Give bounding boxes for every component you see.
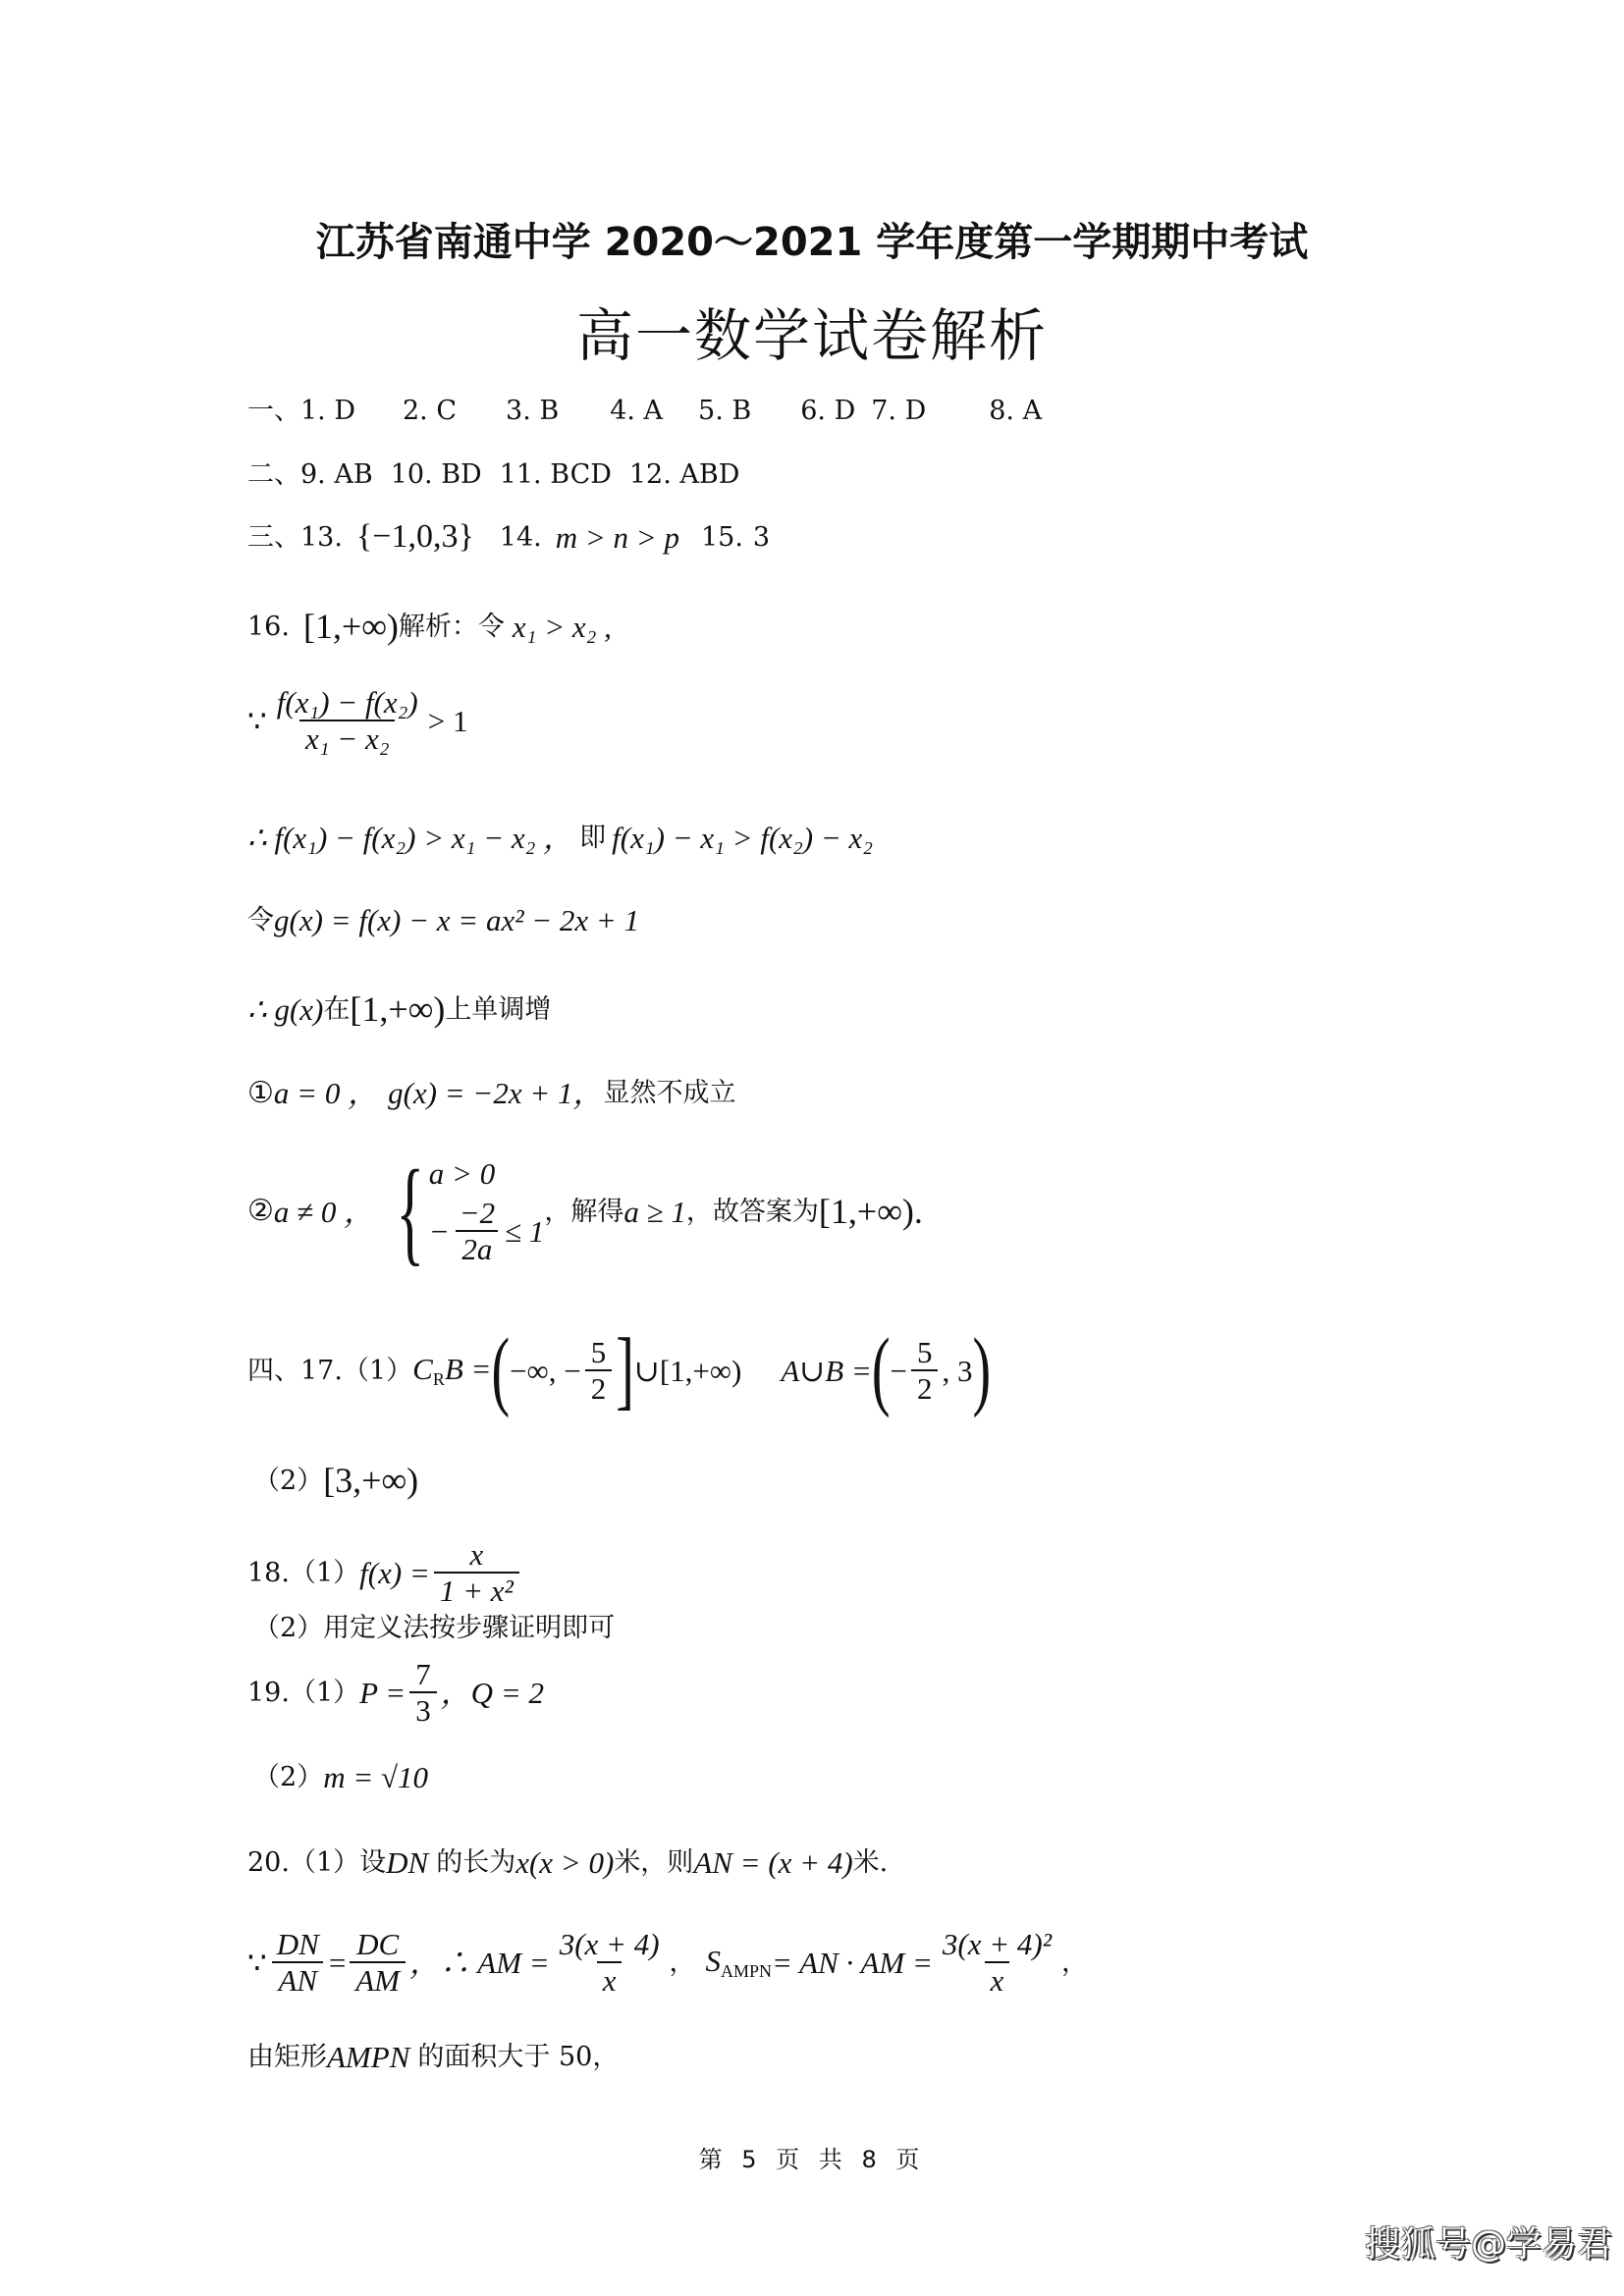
q17-number: 17. [300,1355,343,1386]
q19-part1 [247,1659,544,1726]
b-equals: B = [444,1351,492,1386]
fraction-numerator: 7 [415,1657,431,1691]
q20-text-3: 米. [852,1847,889,1878]
q18-part1-label: （1） [289,1557,360,1588]
q16-case1-conclusion: 显然不成立 [603,1078,736,1108]
q16-answer: [1,+∞) [302,607,399,646]
q20-area-expr: = AN · AM = [772,1945,933,1980]
q17-part2 [253,1463,418,1498]
answer-7: 7. D [871,396,927,426]
fraction-numerator: 3(x + 4) [559,1927,660,1961]
q16-final-answer: [1,+∞). [818,1192,923,1231]
section-4-label: 四、 [247,1355,300,1386]
q16-fraction [271,687,424,754]
answer-5: 5. B [698,396,752,426]
fraction-numerator: x [469,1537,484,1572]
q13-answer: {−1,0,3} [355,518,474,555]
comma: ， [669,1947,696,1978]
s-symbol: S [705,1943,722,1978]
q16-number: 16. [247,611,290,642]
answer-11: 11. BCD [499,459,612,490]
q19-part1-label: （1） [289,1677,360,1708]
left-brace-icon: { [396,1146,425,1276]
q17-part1-label: （1） [342,1355,413,1386]
section-3-label: 三、 [247,521,300,553]
exam-title: 江苏省南通中学 2020～2021 学年度第一学期期中考试 [315,220,1309,265]
q16-g-definition: g(x) = f(x) − x = ax² − 2x + 1 [274,903,640,937]
answer-6: 6. D [800,396,856,426]
q19-part2 [253,1762,428,1792]
fraction-denominator: x [597,1961,623,1996]
q20-ampn: AMPN [327,2040,410,2074]
q13-number: 13. [300,521,343,553]
union-val-b: , 3 [942,1353,973,1388]
q15-answer: 3 [752,521,771,553]
q16-step4-in: 在 [323,993,351,1025]
q16-case2-solve: ，解得 [544,1196,624,1227]
union-val-a: − [890,1353,907,1388]
complement-val-a: −∞, − [510,1353,581,1388]
q16-step1 [247,687,467,754]
q20-dn: DN [386,1845,429,1880]
section-1-label: 一、 [247,396,300,426]
q16-step4-text: 上单调增 [445,993,552,1025]
because-symbol: ∵ [247,703,267,738]
q14-answer: m > n > p [555,519,679,555]
answer-10: 10. BD [390,459,482,490]
q20-number: 20. [247,1847,290,1878]
answer-4: 4. A [610,396,664,426]
area-symbol [705,1943,773,1981]
q15-number: 15. [700,521,743,553]
q16-case1 [247,1075,736,1110]
q17-part2-label: （2） [253,1465,324,1496]
right-paren-icon: ) [972,1321,992,1419]
exam-subtitle: 高一数学试卷解析 [575,304,1048,368]
complement-val-b: ∪[1,+∞) [633,1353,742,1388]
fraction-denominator: 3 [409,1691,437,1726]
q16-case2-answer-text: ，故答案为 [685,1196,819,1227]
q16-intro: 解析：令 [398,611,505,642]
fraction-denominator: 1 + x² [434,1572,519,1606]
system-row-1: a > 0 [428,1156,496,1191]
equals-sign: = [328,1945,347,1980]
fraction-numerator: 3(x + 4)² [942,1927,1052,1961]
fraction-numerator: f(x₁) − f(x₂) [276,685,418,720]
q20-last-text-c: 的面积大于 50， [417,2042,620,2072]
left-paren-icon: ( [491,1321,511,1419]
section-3-answers [247,520,770,554]
q16-header [247,609,612,644]
minus-sign: − [428,1213,450,1249]
q18-number: 18. [247,1557,290,1588]
q19-part2-answer: m = √10 [323,1760,429,1794]
fraction-numerator: DC [356,1927,400,1961]
q19-part2-label: （2） [253,1762,324,1792]
left-paren-icon: ( [871,1321,891,1419]
q20-derivation [247,1929,1088,1996]
q20-last-text-a: 由矩形 [247,2042,327,2072]
q19-number: 19. [247,1677,290,1708]
union-expr: A∪B = [781,1353,872,1388]
watermark: 搜狐号@学易君 [1365,2224,1613,2265]
section-2-answers [247,461,739,488]
q16-inequality: > 1 [427,703,468,738]
q18-part1 [247,1539,523,1606]
q16-step2 [247,823,873,853]
q20-an-expr: AN = (x + 4) [693,1845,853,1880]
answer-2: 2. C [403,396,458,426]
section-2-label: 二、 [247,459,300,490]
fraction-denominator: 2 [911,1369,939,1404]
q20-part1-label: （1）设 [289,1847,387,1878]
q20-text-1: 的长为 [436,1847,516,1878]
q18-function-lhs: f(x) = [359,1555,430,1590]
q16-step4 [247,991,551,1027]
c-symbol: C [412,1351,433,1386]
system-row-2-tail: ≤ 1 [505,1213,545,1249]
q20-part1-setup [247,1847,888,1878]
fraction-denominator: AM [350,1961,406,1996]
system-row-2 [429,1198,545,1264]
q20-text-2: 米，则 [614,1847,694,1878]
fraction-numerator: −2 [459,1196,496,1230]
q16-case2-cond: a ≠ 0 ， [273,1194,375,1229]
right-bracket-icon: ] [616,1321,634,1419]
q20-am-lhs: ，∴ AM = [409,1945,550,1980]
q16-case2-result: a ≥ 1 [623,1194,686,1229]
fraction-denominator: AN [272,1961,323,1996]
fraction-numerator: 5 [590,1335,607,1369]
q16-step2-right: f(x₁) − x₁ > f(x₂) − x₂ [612,821,874,855]
q20-x-expr: x(x > 0) [515,1845,615,1880]
q19-p-lhs: P = [359,1675,406,1710]
ampn-subscript: AMPN [721,1960,773,1981]
fraction-denominator: x [985,1961,1010,1996]
q16-step4-g: ∴ g(x) [247,991,324,1027]
q16-step2-left: ∴ f(x₁) − f(x₂) > x₁ − x₂ ， [247,821,574,855]
q16-condition: x₁ > x₂ , [512,609,612,644]
q18-part2-text: （2）用定义法按步骤证明即可 [253,1613,616,1643]
q19-q-value: ，Q = 2 [440,1675,544,1710]
circled-two-icon: ② [247,1194,274,1228]
section-1-answers [247,398,1042,424]
comma: ， [1061,1947,1088,1978]
fraction-denominator: x₁ − x₂ [299,720,396,754]
q16-step4-interval: [1,+∞) [350,989,446,1029]
circled-one-icon: ① [247,1075,274,1110]
q17-part1 [247,1321,992,1419]
q16-case2 [247,1146,923,1276]
answer-1: 1. D [300,396,355,426]
fraction-numerator: 5 [916,1335,933,1369]
answer-3: 3. B [506,396,560,426]
q17-part2-answer: [3,+∞) [323,1461,419,1500]
q16-step2-connector: 即 [579,823,607,853]
q16-case1-cond: a = 0 ， [273,1076,379,1110]
q16-step3 [247,905,639,935]
complement-expr [412,1351,492,1389]
q18-part2 [253,1615,615,1641]
page-number: 第 5 页 共 8 页 [698,2146,926,2173]
fraction-denominator: 2 [585,1369,613,1404]
q16-case2-system [382,1146,545,1276]
answer-9: 9. AB [300,459,373,490]
q14-number: 14. [499,521,542,553]
fraction-denominator: 2a [456,1230,498,1264]
q20-area-condition [247,2042,619,2072]
answer-12: 12. ABD [628,459,740,490]
q16-case1-g: g(x) = −2x + 1， [388,1076,604,1110]
because-symbol: ∵ [247,1945,267,1980]
answer-8: 8. A [989,396,1043,426]
fraction-numerator: DN [276,1927,319,1961]
r-subscript: R [432,1368,445,1389]
q16-step3-prefix: 令 [247,905,274,935]
